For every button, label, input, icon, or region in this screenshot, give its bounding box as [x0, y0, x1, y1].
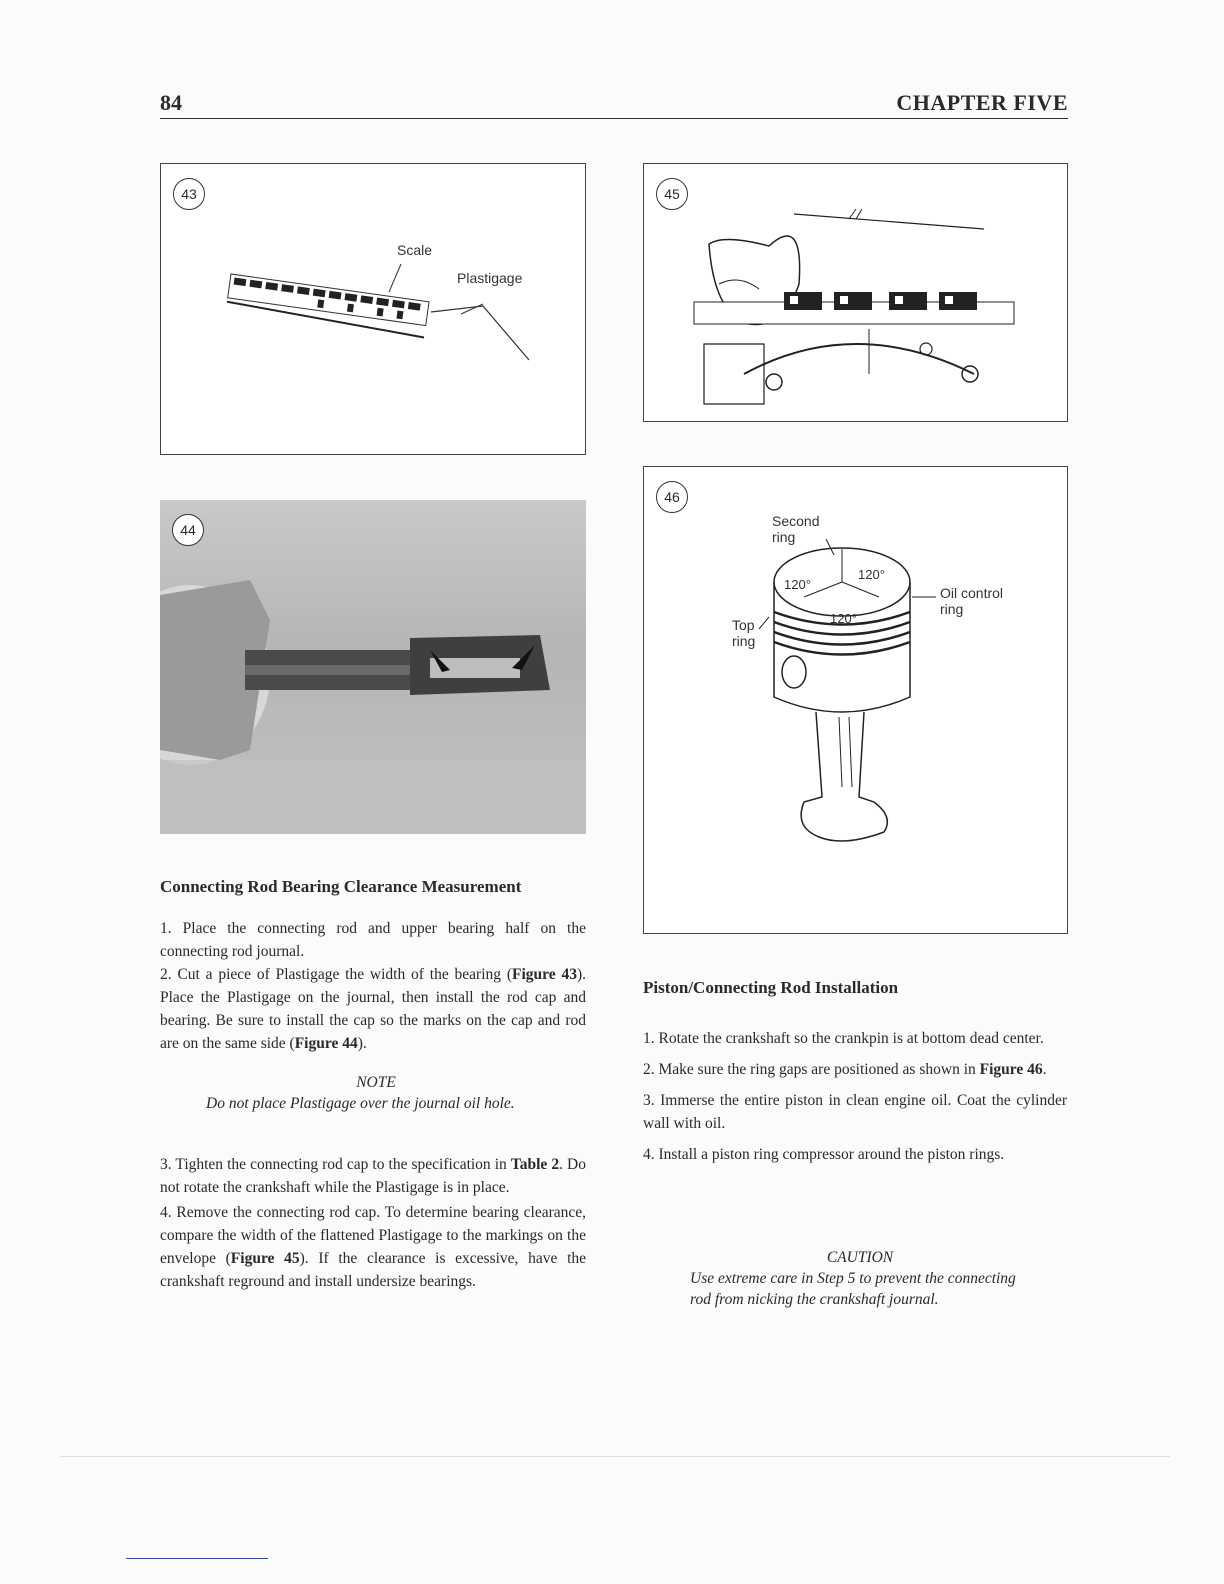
- top-ring-label-2: ring: [732, 633, 756, 649]
- footer-rule: [60, 1456, 1170, 1457]
- right-section-heading: Piston/Connecting Rod Installation: [643, 978, 899, 997]
- figure-44-photo: [160, 500, 586, 834]
- second-ring-label-2: ring: [772, 529, 796, 545]
- left-step-3: 3. Tighten the connecting rod cap to the specification in Table 2. Do not rotate the crankshaft while the Plastigage is in place.: [160, 1156, 586, 1196]
- left-step-1: 1. Place the connecting rod and upper bearing half on the connecting rod journal.: [160, 920, 586, 960]
- right-step-1: 1. Rotate the crankshaft so the crankpin is at bottom dead center.: [643, 1030, 1044, 1047]
- bearing-envelope-illustration: [644, 164, 1067, 421]
- right-step-2: 2. Make sure the ring gaps are positioned as shown in Figure 46.: [643, 1061, 1047, 1078]
- left-steps-1-2: [160, 917, 586, 1055]
- left-step-2: 2. Cut a piece of Plastigage the width of the bearing (Figure 43). Place the Plastigage on the journal, then install the rod cap and bearing. Be sure to install the cap so the marks on the cap and rod are on the same side (Figure 44).: [160, 966, 586, 1052]
- figure-46-number: 46: [656, 481, 688, 513]
- oil-ring-label-2: ring: [940, 601, 964, 617]
- left-note: [206, 1072, 546, 1114]
- caution-title: CAUTION: [826, 1249, 894, 1266]
- left-section-heading: Connecting Rod Bearing Clearance Measurement: [160, 877, 522, 896]
- angle-label-3: 120°: [830, 611, 857, 626]
- page-header: [160, 88, 1068, 119]
- piston-ring-gap-illustration: [644, 467, 1067, 933]
- oil-ring-label: Oil control: [940, 585, 1004, 601]
- scan-blue-line: [126, 1558, 268, 1559]
- caution-text: Use extreme care in Step 5 to prevent the connecting rod from nicking the crankshaft journal.: [690, 1270, 1016, 1308]
- plastigage-scale-illustration: [161, 164, 585, 454]
- note-text: Do not place Plastigage over the journal oil hole.: [206, 1095, 515, 1112]
- top-ring-label: Top: [732, 617, 755, 633]
- plastigage-label: Plastigage: [457, 270, 523, 286]
- figure-44-number: 44: [172, 514, 204, 546]
- left-step-4: 4. Remove the connecting rod cap. To determine bearing clearance, compare the width of the flattened Plastigage to the markings on the envelope (Figure 45). If the clearance is excessive, have the crankshaft reground and install undersize bearings.: [160, 1204, 586, 1290]
- left-steps-3-4: [160, 1153, 586, 1293]
- right-step-4: 4. Install a piston ring compressor around the piston rings.: [643, 1146, 1005, 1163]
- right-step-3: 3. Immerse the entire piston in clean engine oil. Coat the cylinder wall with oil.: [643, 1092, 1067, 1132]
- second-ring-label: Second: [772, 513, 820, 529]
- note-title: NOTE: [356, 1074, 396, 1091]
- chapter-title: CHAPTER FIVE: [896, 90, 1068, 115]
- angle-label-2: 120°: [858, 567, 885, 582]
- figure-45-number: 45: [656, 178, 688, 210]
- figure-43: [160, 163, 586, 455]
- page-number: 84: [160, 90, 182, 115]
- figure-43-number: 43: [173, 178, 205, 210]
- connecting-rod-photo: [160, 500, 586, 834]
- scale-label: Scale: [397, 242, 433, 258]
- figure-46: [643, 466, 1068, 934]
- right-caution: [690, 1247, 1030, 1310]
- angle-label-1: 120°: [784, 577, 811, 592]
- right-steps: [643, 1027, 1067, 1166]
- figure-45: [643, 163, 1068, 422]
